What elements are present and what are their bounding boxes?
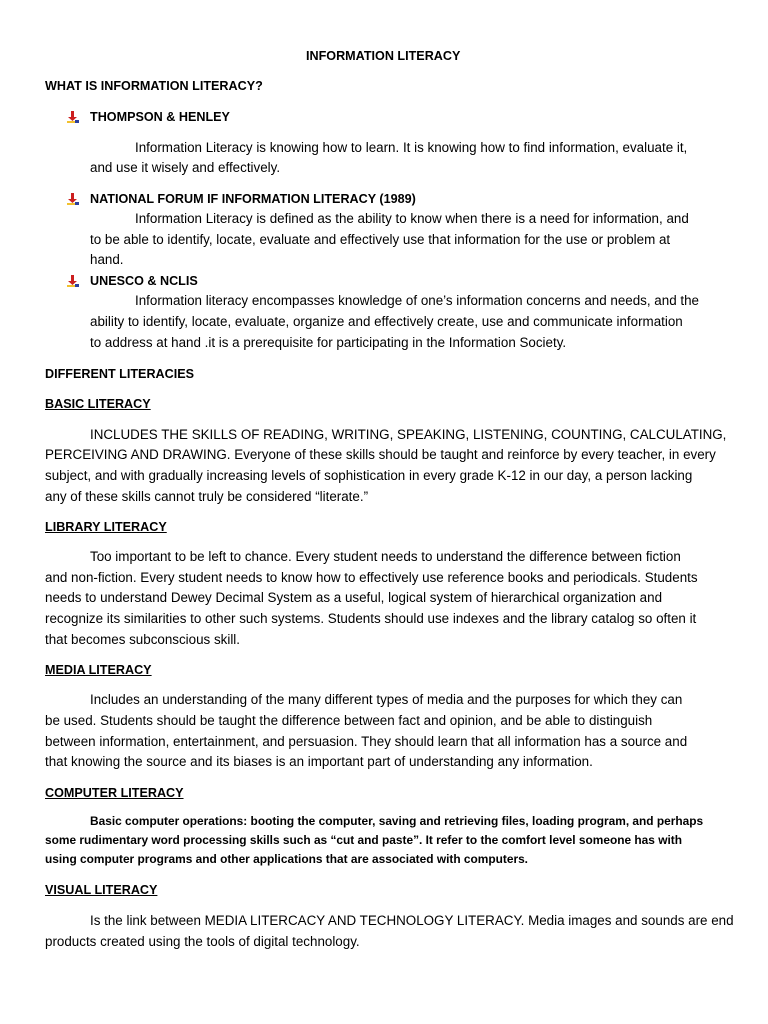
section-line: and non-fiction. Every student needs to know how to effectively use reference books and periodicals. Students (45, 570, 698, 585)
definition-line: Information Literacy is defined as the ability to know when there is a need for information, and (135, 211, 689, 226)
definition-source-1: THOMPSON & HENLEY (90, 110, 230, 124)
section-line: subject, and with gradually increasing levels of sophistication in every grade K-12 in our day, a person lacking (45, 468, 693, 483)
definition-line: ability to identify, locate, evaluate, organize and effectively create, use and communicate information (90, 314, 683, 329)
definition-line: hand. (90, 252, 124, 267)
arrow-bullet-icon (66, 192, 80, 206)
document-title: INFORMATION LITERACY (306, 49, 461, 63)
section-heading-media-literacy: MEDIA LITERACY (45, 663, 152, 677)
section-heading-computer-literacy: COMPUTER LITERACY (45, 786, 184, 800)
section-line: products created using the tools of digital technology. (45, 934, 360, 949)
section-line: recognize its similarities to other such systems. Students should use indexes and the library catalog so often it (45, 611, 697, 626)
question-heading: WHAT IS INFORMATION LITERACY? (45, 79, 263, 93)
definition-line: Information Literacy is knowing how to learn. It is knowing how to find information, evaluate it, (135, 140, 688, 155)
section-line: Basic computer operations: booting the computer, saving and retrieving files, loading program, and perhaps (90, 814, 704, 828)
section-line: Too important to be left to chance. Every student needs to understand the difference between fiction (90, 549, 681, 564)
section-line: between information, entertainment, and persuasion. They should learn that all information has a source and (45, 734, 688, 749)
section-line: any of these skills cannot truly be considered “literate.” (45, 489, 369, 504)
section-heading-visual-literacy: VISUAL LITERACY (45, 883, 158, 897)
different-literacies-heading: DIFFERENT LITERACIES (45, 367, 195, 381)
definition-line: to address at hand .it is a prerequisite for participating in the Information Society. (90, 335, 567, 350)
definition-source-2: NATIONAL FORUM IF INFORMATION LITERACY (1989) (90, 192, 416, 206)
definition-line: and use it wisely and effectively. (90, 160, 281, 175)
section-line: some rudimentary word processing skills such as “cut and paste”. It refer to the comfort level someone has with (45, 833, 682, 847)
arrow-bullet-icon (66, 274, 80, 288)
definition-line: Information literacy encompasses knowledge of one’s information concerns and needs, and the (135, 293, 699, 308)
section-line: Is the link between MEDIA LITERCACY AND TECHNOLOGY LITERACY. Media images and sounds are end (90, 913, 734, 928)
section-line: Includes an understanding of the many different types of media and the purposes for which they can (90, 692, 683, 707)
section-heading-library-literacy: LIBRARY LITERACY (45, 520, 167, 534)
section-line: that knowing the source and its biases is an important part of understanding any information. (45, 754, 593, 769)
section-line: INCLUDES THE SKILLS OF READING, WRITING, SPEAKING, LISTENING, COUNTING, CALCULATING, (90, 427, 727, 442)
definition-source-3: UNESCO & NCLIS (90, 274, 198, 288)
section-line: PERCEIVING AND DRAWING. Everyone of these skills should be taught and reinforce by every teacher, in every (45, 447, 716, 462)
section-line: using computer programs and other applications that are associated with computers. (45, 852, 528, 866)
arrow-bullet-icon (66, 110, 80, 124)
section-line: that becomes subconscious skill. (45, 632, 241, 647)
section-heading-basic-literacy: BASIC LITERACY (45, 397, 151, 411)
section-line: be used. Students should be taught the difference between fact and opinion, and be able to distinguish (45, 713, 653, 728)
section-line: needs to understand Dewey Decimal System as a useful, logical system of hierarchical organization and (45, 590, 663, 605)
definition-line: to be able to identify, locate, evaluate and effectively use that information for the use or problem at (90, 232, 671, 247)
